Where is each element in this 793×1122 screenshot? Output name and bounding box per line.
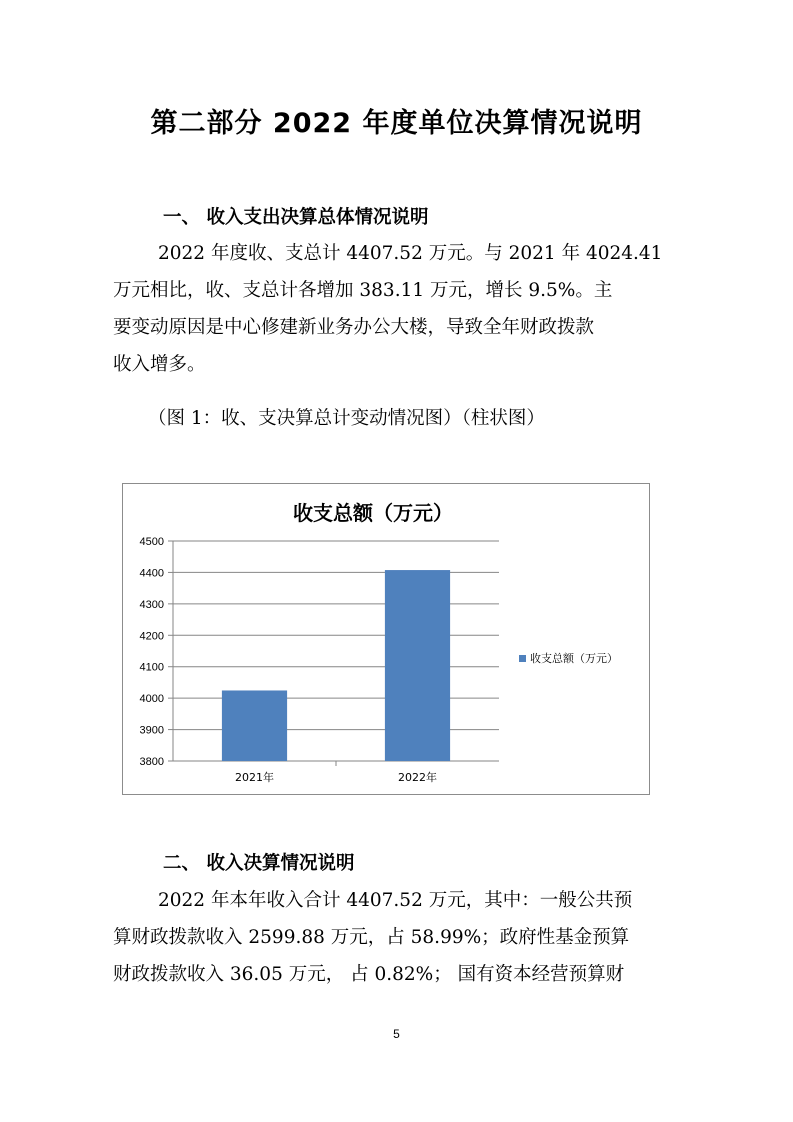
y-tick-label: 4200 <box>139 630 164 643</box>
x-tick-label: 2021年 <box>235 771 274 784</box>
chart-bar <box>222 690 287 761</box>
paragraph-line: 2022 年度收、支总计 4407.52 万元。与 2021 年 4024.41 <box>158 243 663 264</box>
y-axis-ticks <box>140 536 164 768</box>
section-2-paragraph <box>113 882 673 993</box>
y-tick-label: 3800 <box>139 756 164 768</box>
paragraph-line: 收入增多。 <box>113 354 206 375</box>
legend-swatch <box>519 655 526 662</box>
chart-bars <box>222 570 450 761</box>
chart-canvas <box>123 484 649 794</box>
y-tick-label: 4100 <box>139 661 164 674</box>
figure-caption: （图 1：收、支决算总计变动情况图）（柱状图） <box>148 408 545 429</box>
y-tick-label: 4500 <box>139 536 164 548</box>
section-1-paragraph <box>113 235 673 383</box>
chart-legend <box>519 651 618 665</box>
legend-label: 收支总额（万元） <box>530 652 618 665</box>
y-tick-label: 4000 <box>139 693 164 706</box>
paragraph-line: 万元相比，收、支总计各增加 383.11 万元，增长 9.5%。主 <box>113 280 613 301</box>
x-axis-ticks <box>235 770 437 784</box>
paragraph-line: 财政拨款收入 36.05 万元， 占 0.82%； 国有资本经营预算财 <box>113 964 625 985</box>
x-tick-label: 2022年 <box>398 771 437 784</box>
y-tick-label: 4400 <box>139 567 164 580</box>
paragraph-line: 要变动原因是中心修建新业务办公大楼，导致全年财政拨款 <box>113 317 595 338</box>
chart-bar <box>385 570 450 761</box>
section-heading-1: 一、 收入支出决算总体情况说明 <box>163 207 429 228</box>
y-tick-label: 4300 <box>139 598 164 611</box>
page-number: 5 <box>393 1027 400 1041</box>
section-heading-2: 二、 收入决算情况说明 <box>163 853 355 874</box>
paragraph-line: 2022 年本年收入合计 4407.52 万元，其中：一般公共预 <box>158 890 633 911</box>
bar-chart <box>122 483 650 795</box>
y-tick-label: 3900 <box>139 724 164 737</box>
paragraph-line: 算财政拨款收入 2599.88 万元，占 58.99%；政府性基金预算 <box>113 927 630 948</box>
chart-title: 收支总额（万元） <box>293 501 453 525</box>
page-title: 第二部分 2022 年度单位决算情况说明 <box>150 108 643 139</box>
